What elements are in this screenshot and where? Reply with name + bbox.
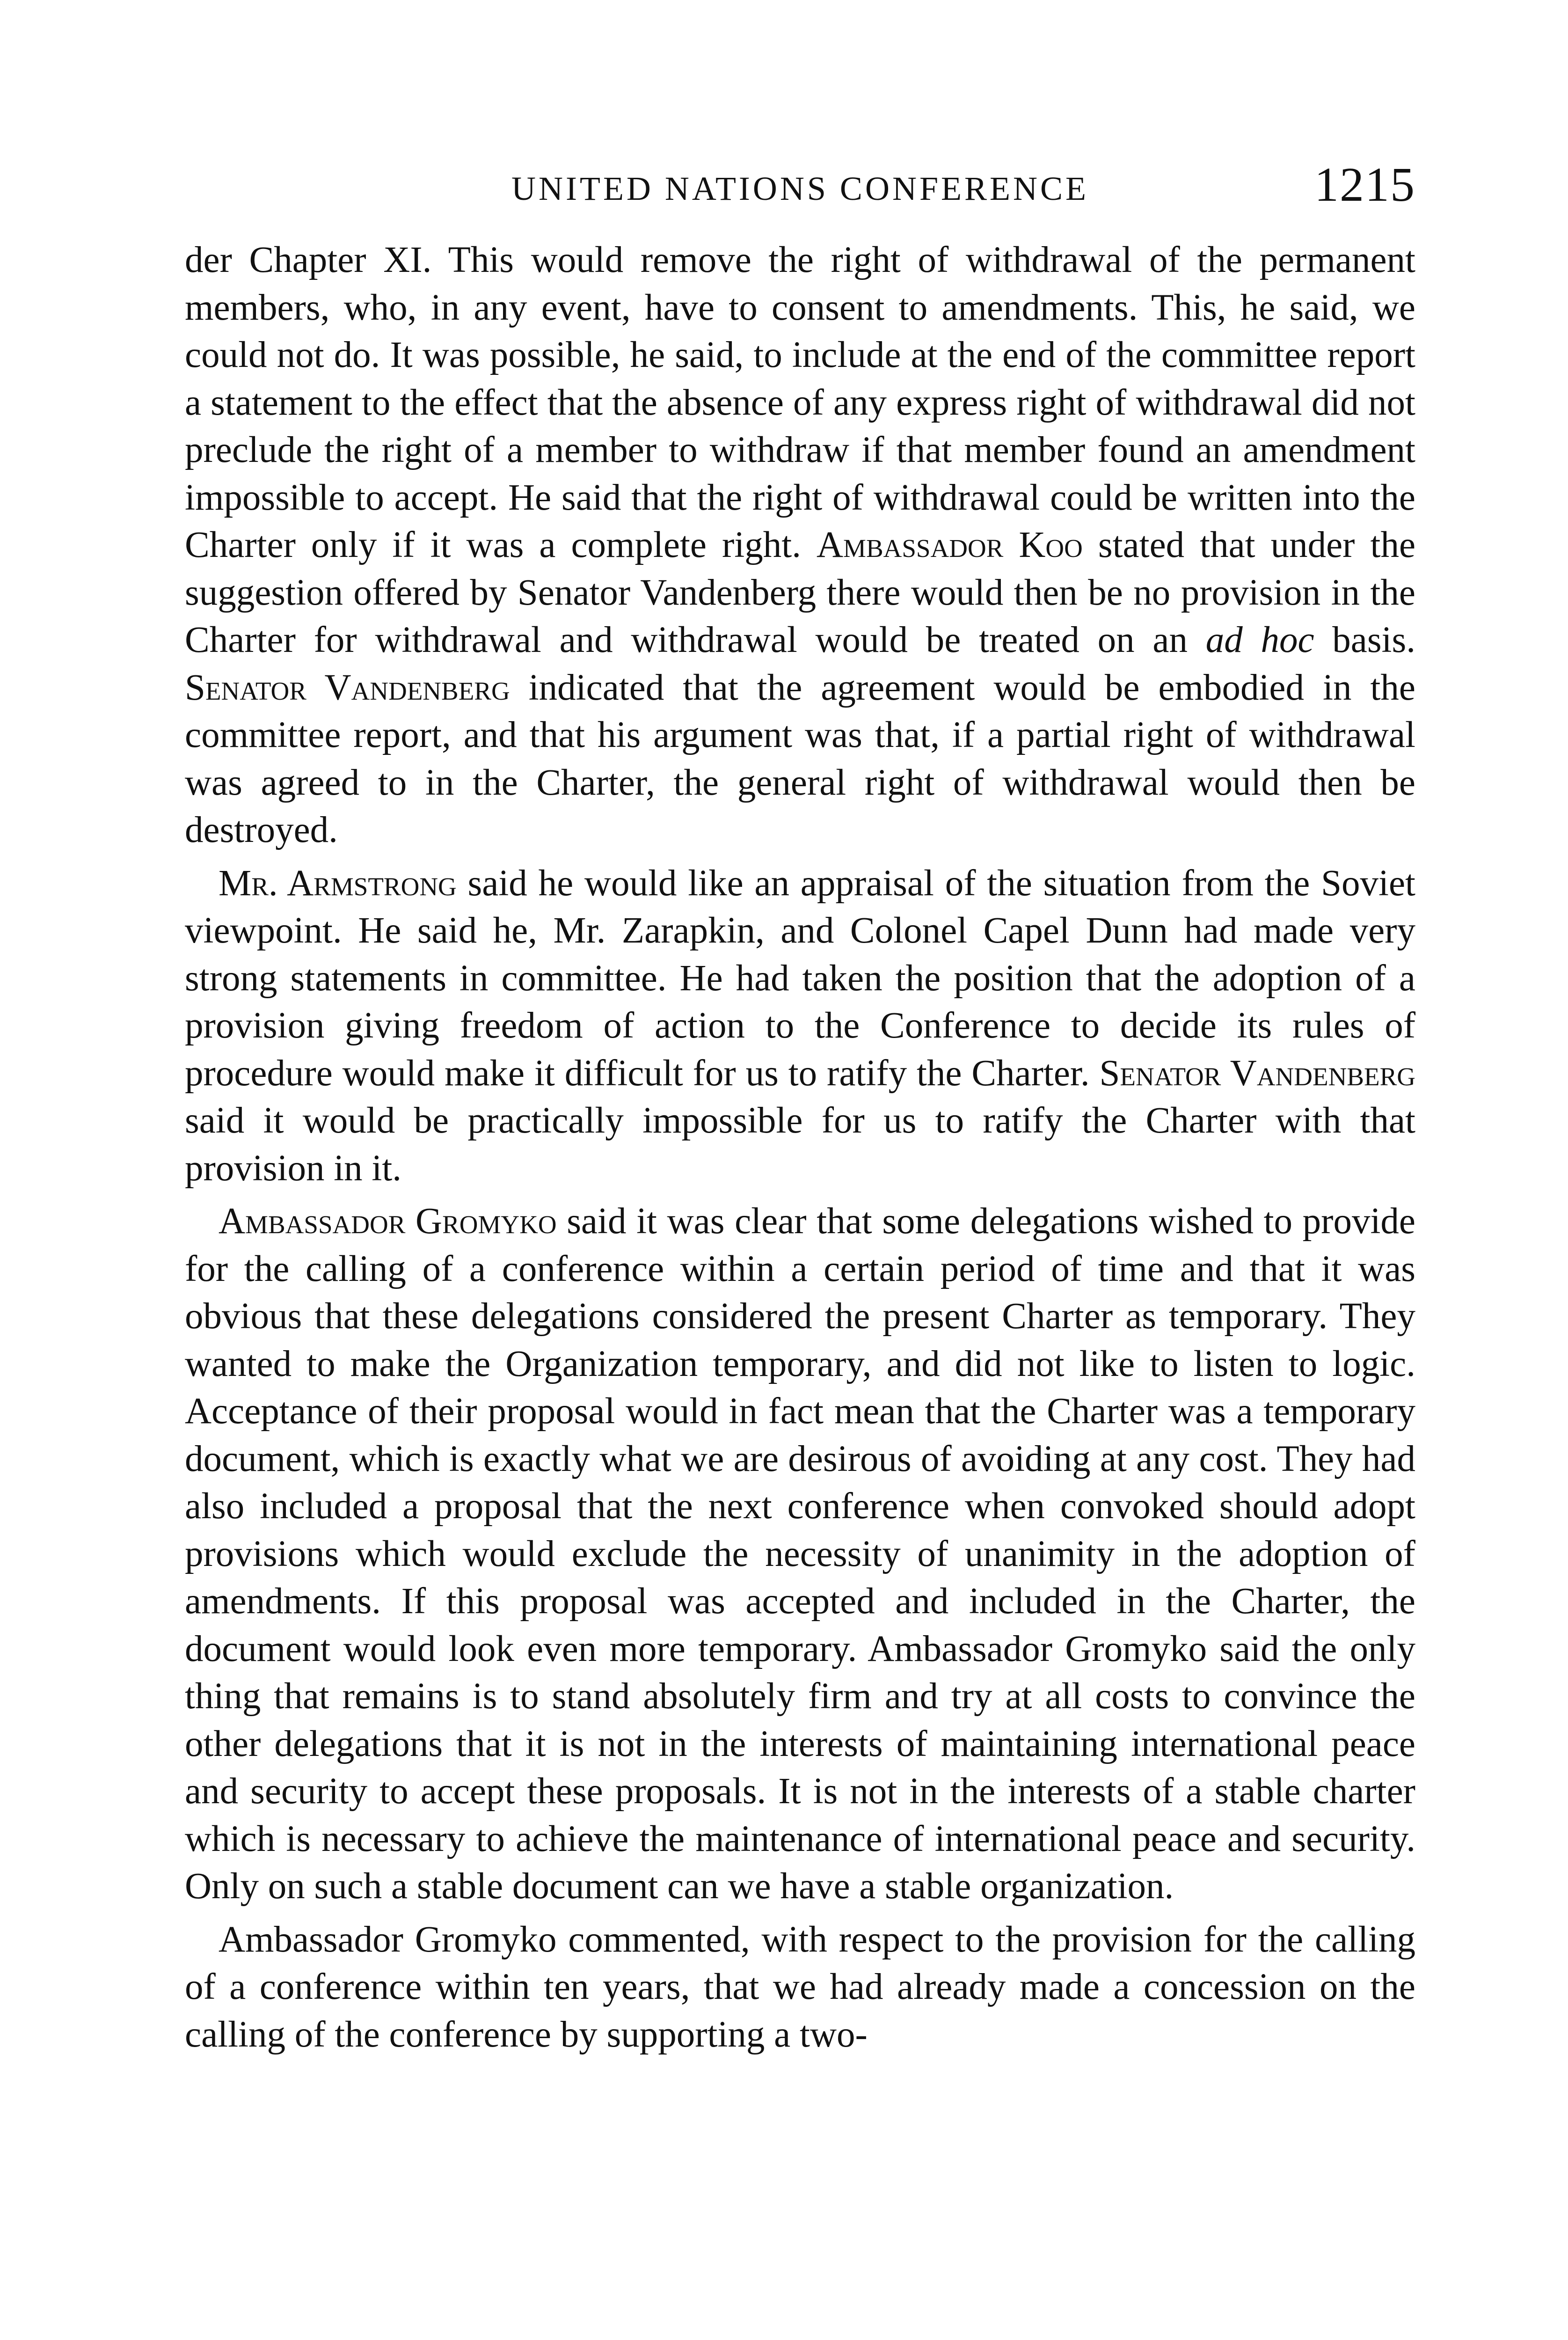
speaker-ambassador-koo: Ambassador Koo	[816, 525, 1083, 565]
paragraph-1-text-4: indicated that the agreement would be embodied in the committee report, and that his argument was that, if a partial right of withdrawal was agreed to in the Charter, the general right of withdrawal would then be destroyed.	[185, 667, 1415, 850]
body-text	[185, 236, 1415, 2058]
paragraph-1	[185, 236, 1415, 854]
paragraph-4-text-1: Ambassador Gromyko commented, with respect to the provision for the calling of a conference within ten years, that we had already made a concession on the calling of the conference by supporting a two-	[185, 1919, 1415, 2055]
paragraph-1-text-1: der Chapter XI. This would remove the right of withdrawal of the permanent members, who, in any event, have to consent to amendments. This, he said, we could not do. It was possible, he said, to include at the end of the committee report a statement to the effect that the absence of any express right of withdrawal did not preclude the right of a member to withdraw if that member found an amendment impossible to accept. He said that the right of withdrawal could be written into the Charter only if it was a complete right.	[185, 240, 1415, 565]
speaker-senator-vandenberg: Senator Vandenberg	[185, 667, 510, 708]
paragraph-2-text-1: said he would like an appraisal of the situation from the Soviet viewpoint. He said he, Mr. Zarapkin, and Colonel Capel Dunn had made very strong statements in committee. He had taken the position that the adoption of a provision giving freedom of action to the Conference to decide its rules of procedure would make it difficult for us to ratify the Charter.	[185, 863, 1415, 1094]
speaker-mr-armstrong: Mr. Armstrong	[219, 863, 457, 904]
paragraph-4	[185, 1916, 1415, 2059]
running-title: UNITED NATIONS CONFERENCE	[511, 170, 1089, 207]
paragraph-2	[185, 860, 1415, 1192]
paragraph-1-text-2: stated that under the suggestion offered by Senator Vandenberg there would then be no provision in the Charter for withdrawal and withdrawal would be treated on an	[185, 525, 1416, 660]
paragraph-1-text-3: basis.	[1314, 620, 1415, 660]
paragraph-3	[185, 1198, 1415, 1910]
paragraph-2-text-2: said it would be practically impossible for us to ratify the Charter with that provision in it.	[185, 1100, 1415, 1189]
speaker-ambassador-gromyko: Ambassador Gromyko	[219, 1201, 557, 1242]
running-header	[185, 154, 1415, 220]
speaker-senator-vandenberg-2: Senator Vandenberg	[1099, 1053, 1415, 1094]
paragraph-3-text-1: said it was clear that some delegations wished to provide for the calling of a conference within a certain period of time and that it was obvious that these delegations considered the present Charter as temporary. They wanted to make the Organization temporary, and did not like to listen to logic. Acceptance of their proposal would in fact mean that the Charter was a temporary document, which is exactly what we are desirous of avoiding at any cost. They had also included a proposal that the next conference when convoked should adopt provisions which would exclude the necessity of unanimity in the adoption of amendments. If this proposal was accepted and included in the Charter, the document would look even more temporary. Ambassador Gromyko said the only thing that remains is to stand absolutely firm and try at all costs to convince the other delegations that it is not in the interests of maintaining international peace and security to accept these proposals. It is not in the interests of a stable charter which is necessary to achieve the maintenance of international peace and security. Only on such a stable document can we have a stable organization.	[185, 1201, 1415, 1907]
italic-ad-hoc: ad hoc	[1205, 620, 1314, 660]
page-number: 1215	[1314, 158, 1415, 212]
